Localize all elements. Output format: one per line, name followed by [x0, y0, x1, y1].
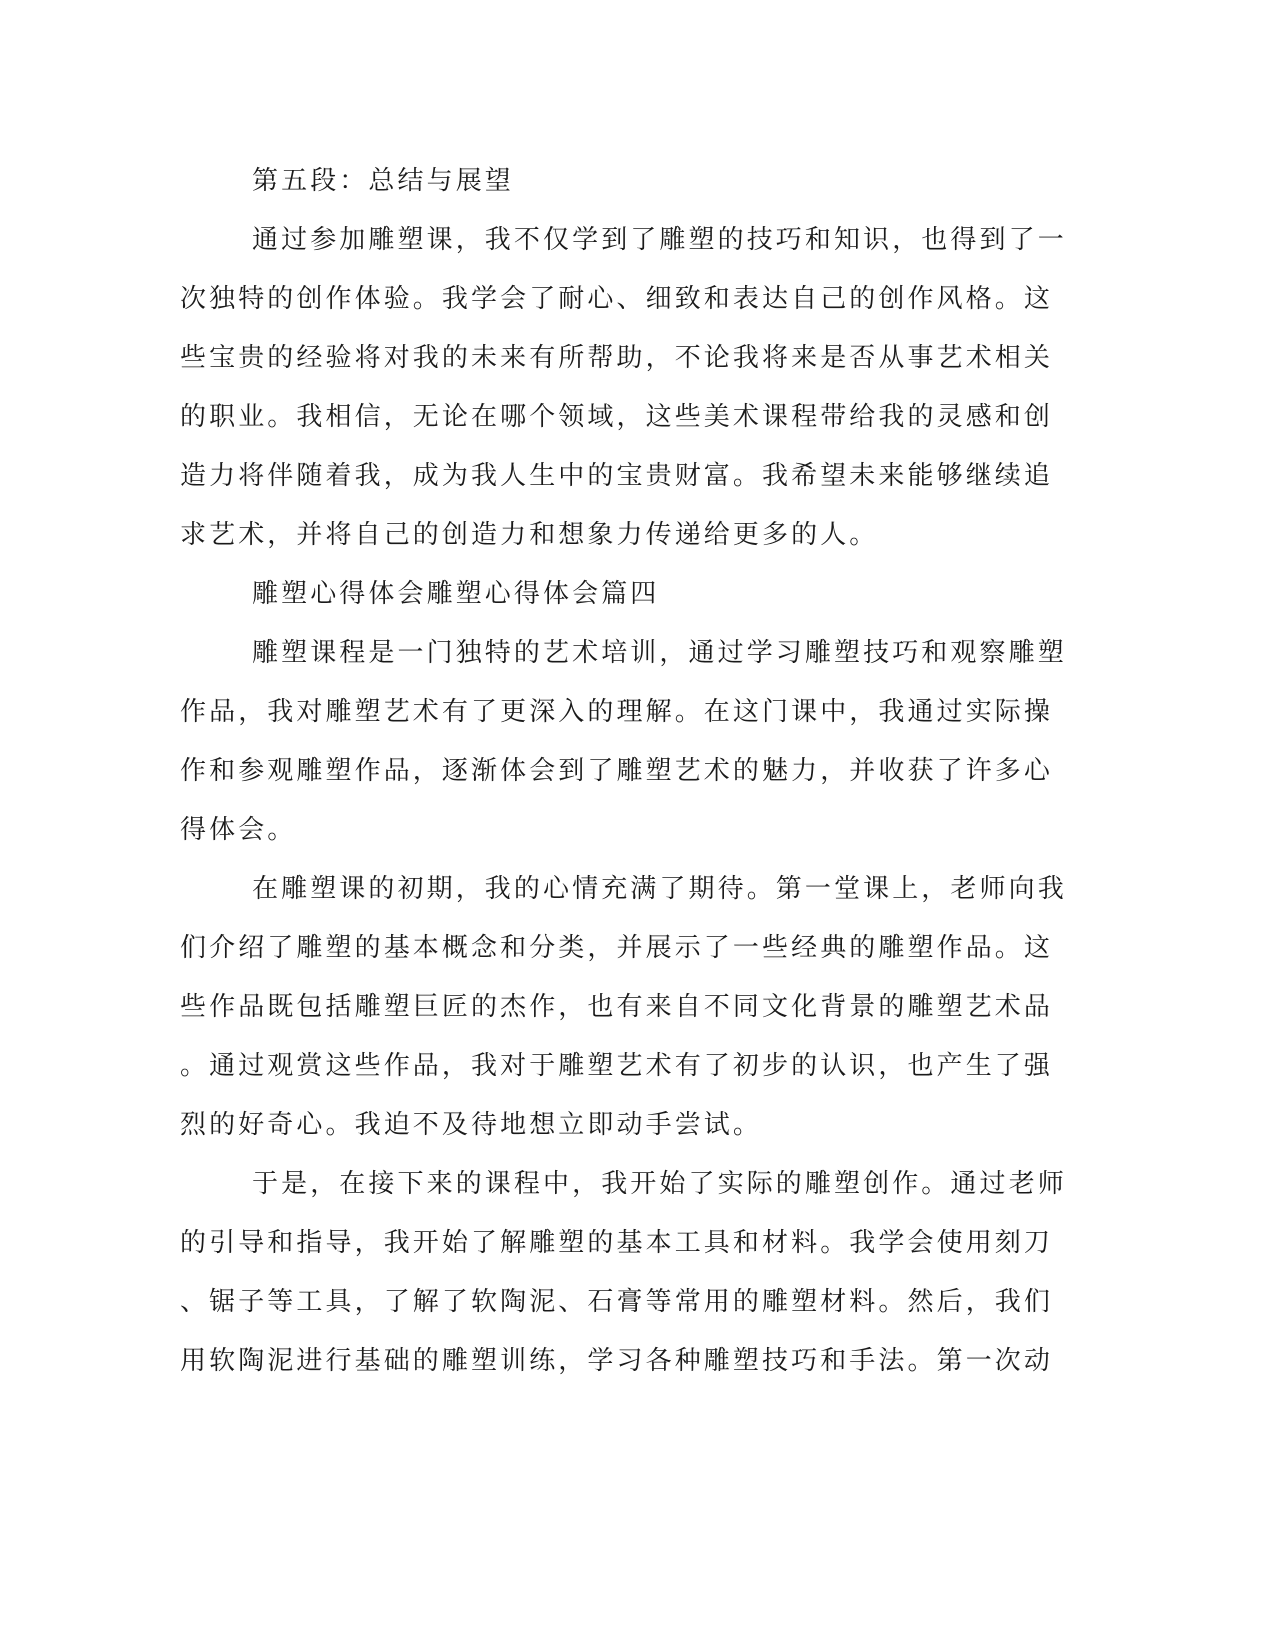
- paragraph-line: 们介绍了雕塑的基本概念和分类，并展示了一些经典的雕塑作品。这: [180, 933, 1054, 963]
- paragraph-line: 于是，在接下来的课程中，我开始了实际的雕塑创作。通过老师: [252, 1169, 1067, 1199]
- paragraph-line: 的职业。我相信，无论在哪个领域，这些美术课程带给我的灵感和创: [180, 402, 1054, 432]
- paragraph-line: 烈的好奇心。我迫不及待地想立即动手尝试。: [180, 1110, 763, 1140]
- paragraph-line: 用软陶泥进行基础的雕塑训练，学习各种雕塑技巧和手法。第一次动: [180, 1346, 1054, 1376]
- paragraph-line: 、锯子等工具，了解了软陶泥、石膏等常用的雕塑材料。然后，我们: [180, 1287, 1054, 1317]
- paragraph-line: 求艺术，并将自己的创造力和想象力传递给更多的人。: [180, 520, 879, 550]
- paragraph-line: 通过参加雕塑课，我不仅学到了雕塑的技巧和知识，也得到了一: [252, 225, 1067, 255]
- paragraph-line: 作和参观雕塑作品，逐渐体会到了雕塑艺术的魅力，并收获了许多心: [180, 756, 1054, 786]
- paragraph-line: 。通过观赏这些作品，我对于雕塑艺术有了初步的认识，也产生了强: [180, 1051, 1054, 1081]
- section-heading: 雕塑心得体会雕塑心得体会篇四: [252, 579, 660, 609]
- paragraph-line: 次独特的创作体验。我学会了耐心、细致和表达自己的创作风格。这: [180, 284, 1054, 314]
- paragraph-line: 些作品既包括雕塑巨匠的杰作，也有来自不同文化背景的雕塑艺术品: [180, 992, 1054, 1022]
- paragraph-line: 造力将伴随着我，成为我人生中的宝贵财富。我希望未来能够继续追: [180, 461, 1054, 491]
- paragraph-line: 在雕塑课的初期，我的心情充满了期待。第一堂课上，老师向我: [252, 874, 1067, 904]
- paragraph-line: 雕塑课程是一门独特的艺术培训，通过学习雕塑技巧和观察雕塑: [252, 638, 1067, 668]
- paragraph-line: 些宝贵的经验将对我的未来有所帮助，不论我将来是否从事艺术相关: [180, 343, 1054, 373]
- paragraph-line: 作品，我对雕塑艺术有了更深入的理解。在这门课中，我通过实际操: [180, 697, 1054, 727]
- paragraph-line: 的引导和指导，我开始了解雕塑的基本工具和材料。我学会使用刻刀: [180, 1228, 1054, 1258]
- paragraph-line: 得体会。: [180, 815, 297, 845]
- section-heading: 第五段：总结与展望: [252, 166, 514, 196]
